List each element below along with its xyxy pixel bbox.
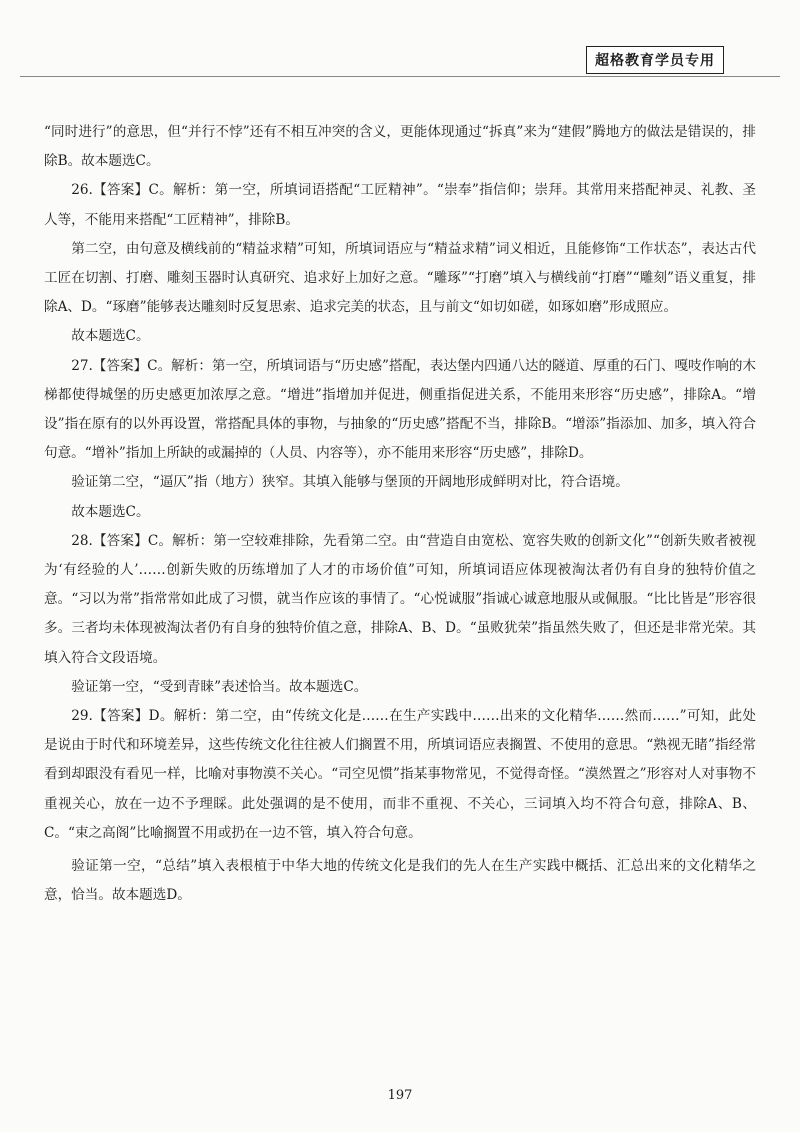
- paragraph-continuation: “同时进行”的意思，但“并行不悖”还有不相互冲突的含义，更能体现通过“拆真”来为“建假”腾地方的做法是错误的，排除B。故本题选C。: [44, 124, 756, 170]
- answer-explanations: [44, 118, 756, 910]
- header-divider: [20, 76, 780, 77]
- paragraph-q28-verify: 验证第一空，“受到青睐”表述恰当。故本题选C。: [71, 678, 368, 695]
- paragraph-q29-analysis: 29.【答案】D。解析：第二空，由“传统文化是……在生产实践中……出来的文化精华……然而……”可知，此处是说由于时代和环境差异，这些传统文化往往被人们搁置不用，所填词语应表搁置、不使用的意思。“熟视无睹”指经常看到却跟没有看见一样，比喻对事物漠不关心。“司空见惯”指某事物常见，不觉得奇怪。“漠然置之”形容对人对事物不重视关心，放在一边不予理睬。此处强调的是不使用，而非不重视、不关心，三词填入均不符合句意，排除A、B、C。“束之高阁”比喻搁置不用或扔在一边不管，填入符合句意。: [44, 708, 756, 841]
- header-tag: 超格教育学员专用: [586, 46, 724, 74]
- paragraph-q26-first-blank: 26.【答案】C。解析：第一空，所填词语搭配“工匠精神”。“崇奉”指信仰；崇拜。其常用来搭配神灵、礼教、圣人等，不能用来搭配“工匠精神”，排除B。: [44, 182, 756, 228]
- paragraph-q26-second-blank: 第二空，由句意及横线前的“精益求精”可知，所填词语应与“精益求精”词义相近，且能修饰“工作状态”，表达古代工匠在切割、打磨、雕刻玉器时认真研究、追求好上加好之意。“雕琢”“打磨”填入与横线前“打磨”“雕刻”语义重复，排除A、D。“琢磨”能够表达雕刻时反复思索、追求完美的状态，且与前文“如切如磋，如琢如磨”形成照应。: [44, 240, 756, 316]
- paragraph-q27-verify: 验证第二空，“逼仄”指（地方）狭窄。其填入能够与堡顶的开阔地形成鲜明对比，符合语境。: [71, 474, 629, 491]
- paragraph-q27-conclusion: 故本题选C。: [71, 503, 150, 520]
- paragraph-q27-first-blank: 27.【答案】C。解析：第一空，所填词语与“历史感”搭配，表达堡内四通八达的隧道、厚重的石门、嘎吱作响的木梯都使得城堡的历史感更加浓厚之意。“增进”指增加并促进，侧重指促进关系，不能用来形容“历史感”，排除A。“增设”指在原有的以外再设置，常搭配具体的事物，与抽象的“历史感”搭配不当，排除B。“增添”指添加、加多，填入符合句意。“增补”指加上所缺的或漏掉的（人员、内容等），亦不能用来形容“历史感”，排除D。: [44, 357, 757, 462]
- paragraph-q28-analysis: 28.【答案】C。解析：第一空较难排除，先看第二空。由“营造自由宽松、宽容失败的创新文化”“创新失败者被视为‘有经验的人’……创新失败的历练增加了人才的市场价值”可知，所填词语应体现被淘汰者仍有自身的独特价值之意。“习以为常”指常常如此成了习惯，就当作应该的事情了。“心悦诚服”指诚心诚意地服从或佩服。“比比皆是”形容很多。三者均未体现被淘汰者仍有自身的独特价值之意，排除A、B、D。“虽败犹荣”指虽然失败了，但还是非常光荣。其填入符合文段语境。: [44, 532, 756, 666]
- paragraph-q26-conclusion: 故本题选C。: [71, 328, 150, 345]
- page-number: 197: [387, 1088, 413, 1103]
- paragraph-q29-verify: 验证第一空，“总结”填入表根植于中华大地的传统文化是我们的先人在生产实践中概括、汇总出来的文化精华之意，恰当。故本题选D。: [44, 858, 756, 904]
